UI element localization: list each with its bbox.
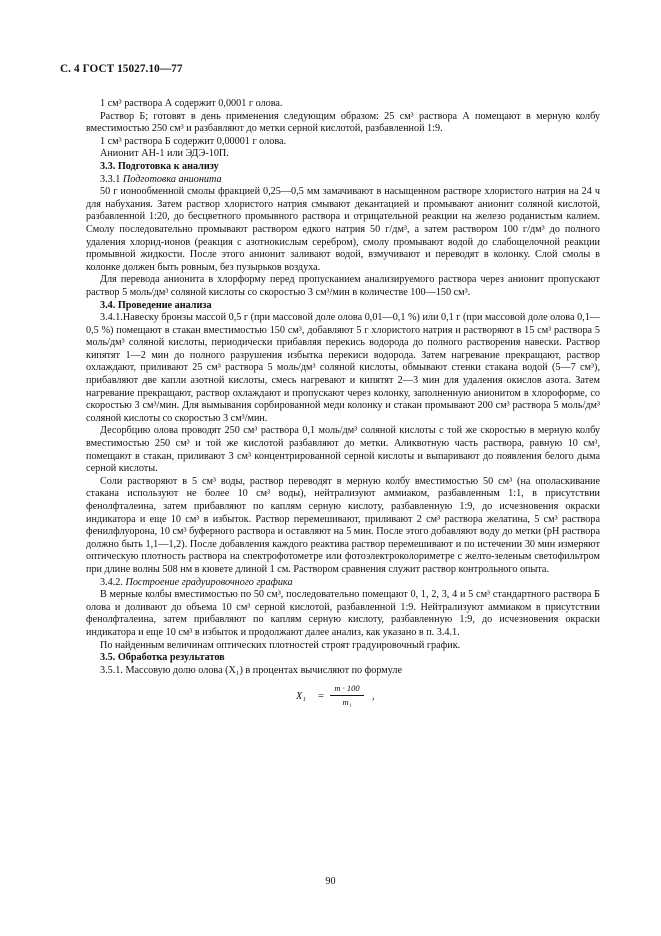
subsection-title: Подготовка анионита [122,173,222,185]
formula-equals: = [318,691,324,703]
formula-lhs: X₁ [296,691,306,703]
fraction-bar [330,695,364,696]
body-paragraph: 1 см³ раствора Б содержит 0,00001 г олова. [100,135,287,147]
document-body [86,98,600,717]
body-paragraph: По найденным величинам оптических плотностей строят градуировочный график. [100,639,461,651]
subsection-number: 3.4.2. [100,576,123,588]
body-paragraph: 3.4.1.Навеску бронзы массой 0,5 г (при массовой доле олова 0,01—0,1 %) или 0,1 г (при массовой доле олова 0,1—0,5 %) помещают в стакан вместимостью 150 см³, добавляют 5 г хлористого натрия и растворяют в 15 см³ раствора 5 моль/дм³ соляной кислоты, периодически прибавляя перекись водорода до полного растворения навески. Раствор кипятят 1—2 мин до полного разрушения избытка перекиси водорода. Затем нагревание прекращают, раствор охлаждают, приливают 25 см³ раствора 5 моль/дм³ соляной кислоты, обмывают стенки стакана водой (5—7 см³), прибавляют две капли азотной кислоты, смесь нагревают и кипятят 2—3 мин для удаления окислов азота. Затем нагревание прекращают, раствор охлаждают и пропускают через колонку, заполненную анионитом в хлороформе, со скоростью 3 см³/мин. Для вымывания сорбированной меди колонку и стакан промывают 200 см³ раствора 5 моль/дм³ соляной кислоты со скоростью 3 см³/мин. [86,312,600,424]
body-paragraph: Соли растворяют в 5 см³ воды, раствор переводят в мерную колбу вместимостью 50 см³ (на ополаскивание стакана используют не более 10 см³ воды), нейтрализуют аммиаком, разбавленным 1:1, в присутствии фенолфталеина, затем прибавляют по каплям серную кислоту, разбавленную 1:9, до исчезновения окраски индикатора и еще 10 см³ в избыток. Раствор перемешивают, приливают 2 см³ раствора желатина, 5 см³ раствора фенилфлуорона, 10 см³ буферного раствора и оставляют на 5 мин. После этого добавляют воду до метки (рН раствора должно быть 1,1—1,2). После добавления каждого реактива раствор перемешивают и по истечении 30 мин измеряют оптическую плотность раствора на спектрофотометре или фотоэлектроколориметре с желто-зеленым светофильтром при длине волны 508 нм в кювете длиной 1 см. Раствором сравнения служит раствор контрольного опыта. [86,475,600,575]
subsection-heading [86,577,600,590]
subsection-number: 3.3.1 [100,173,121,185]
body-paragraph: В мерные колбы вместимостью по 50 см³, последовательно помещают 0, 1, 2, 3, 4 и 5 см³ стандартного раствора Б олова и доливают до объема 10 см³ серной кислотой, разбавленной 1:9. Нейтрализуют аммиаком в присутствии фенолфталеина, затем прибавляют по каплям серную кислоту, разбавленную 1:9, до исчезновения окраски индикатора и еще 10 см³ в избыток и продолжают далее анализ, как указано в п. 3.4.1. [86,589,600,638]
subsection-heading [86,174,600,187]
formula-trail: , [372,691,375,703]
page-header: С. 4 ГОСТ 15027.10—77 [60,63,183,75]
body-paragraph: Раствор Б; готовят в день применения следующим образом: 25 см³ раствора А помещают в мерную колбу вместимостью 250 см³ и разбавляют до метки серной кислотой, разбавленной 1:9. [86,110,600,135]
formula-numerator: m · 100 [334,683,360,694]
body-paragraph: Десорбцию олова проводят 250 см³ раствора 0,1 моль/дм³ соляной кислоты с той же скоростью в мерную колбу вместимостью 250 см³ и той же кислотой разбавляют до метки. Аликвотную часть раствора, равную 10 см³, помещают в стакан, приливают 3 см³ концентрированной серной кислоты и выпаривают до появления белого дыма серной кислоты. [86,425,600,475]
body-paragraph: 3.5.1. Массовую долю олова (X₁) в процентах вычисляют по формуле [100,664,402,676]
body-paragraph: 50 г ионообменной смолы фракцией 0,25—0,5 мм замачивают в насыщенном растворе хлористого натрия на 24 ч для набухания. Затем раствор хлористого натрия смывают декантацией и промывают анионит соляной кислотой, разбавленной 1:20, до бесцветного промывного раствора и отрицательной реакции на железо роданистым калием. Смолу последовательно промывают раствором едкого натрия 50 г/дм³, а затем раствором 100 г/дм³ до полного удаления хлорид-ионов (реакция с азотнокислым серебром), смолу промывают водой до слабощелочной реакции промывной жидкости. После этого анионит заливают водой, взмучивают и переводят в колонку. Слой смолы в колонке должен быть ровным, без пузырьков воздуха. [86,186,600,273]
formula [86,683,600,717]
body-paragraph: Анионит АН-1 или ЭДЭ-10П. [100,148,229,160]
section-heading: 3.5. Обработка результатов [100,652,225,664]
page-number: 90 [325,876,336,887]
subsection-title: Построение градуировочного графика [125,576,293,588]
body-paragraph: 1 см³ раствора А содержит 0,0001 г олова. [100,98,283,109]
formula-denominator: m₁ [342,697,352,708]
section-heading: 3.4. Проведение анализа [100,299,212,311]
formula-fraction [330,683,364,708]
body-paragraph: Для перевода анионита в хлорформу перед пропусканием анализируемого раствора через анионит пропускают раствор 5 моль/дм³ соляной кислоты со скоростью 3 см³/мин в количестве 100—150 см³. [86,274,600,298]
section-heading: 3.3. Подготовка к анализу [100,160,219,172]
